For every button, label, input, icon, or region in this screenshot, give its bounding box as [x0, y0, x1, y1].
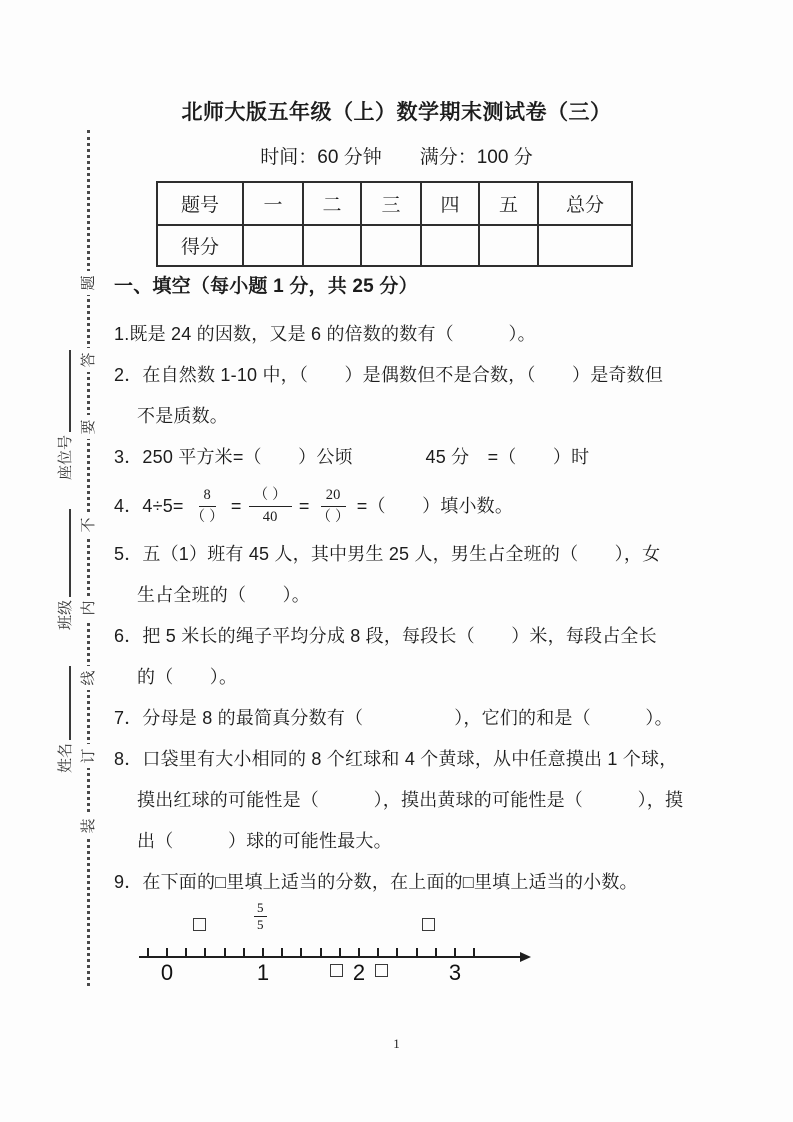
- question-3: [114, 437, 696, 478]
- binding-char: 不: [77, 513, 101, 537]
- class-blank: [57, 509, 71, 597]
- question-6: [114, 616, 696, 698]
- fraction: [191, 486, 224, 525]
- fraction-numerator: 20: [321, 486, 346, 506]
- number-line-axis: [139, 956, 521, 958]
- score-row-label: 得分: [157, 225, 243, 266]
- question-text: 2．在自然数 1-10 中，（ ）是偶数但不是合数，（ ）是奇数但: [114, 365, 664, 385]
- question-text: [114, 478, 696, 534]
- page-number: 1: [393, 1036, 400, 1051]
- numberline-tick: [300, 948, 302, 957]
- numberline-tick: [339, 948, 341, 957]
- binding-char: 题: [77, 271, 101, 295]
- fraction-denominator: （ ）: [316, 508, 350, 525]
- question-text: 5．五（1）班有 45 人，其中男生 25 人，男生占全班的（ ），女: [114, 544, 661, 564]
- numberline-tick: [262, 948, 264, 957]
- numberline-tick: [166, 948, 168, 957]
- fraction-numerator: （ ）: [249, 486, 292, 506]
- question-5: [114, 534, 696, 616]
- fraction-denominator: （ ）: [190, 508, 224, 525]
- question-text: 摸出红球的可能性是（ ），摸出黄球的可能性是（ ），摸: [137, 790, 684, 810]
- binding-char: 答: [77, 348, 101, 372]
- binding-char: 要: [77, 415, 101, 439]
- fill-box-below: [330, 964, 343, 977]
- numberline-tick: [473, 948, 475, 957]
- numberline-tick: [454, 948, 456, 957]
- numberline-fraction-numerator: 5: [254, 900, 267, 917]
- binding-char: 装: [77, 814, 101, 838]
- equals-sign: =: [230, 496, 242, 516]
- fraction-numerator: 8: [199, 486, 216, 506]
- question-text: 3．250 平方米=（ ）公顷 45 分 =（ ）时: [114, 447, 590, 467]
- exam-time-score-subtitle: 时间：60 分钟 满分：100 分: [260, 147, 533, 168]
- question-7: [114, 698, 696, 739]
- numberline-tick: [320, 948, 322, 957]
- question-4: [114, 478, 696, 534]
- question-text: 生占全班的（ ）。: [137, 585, 310, 605]
- score-cell-empty: [538, 225, 632, 266]
- number-line-arrowhead: [520, 952, 531, 962]
- fill-box-above: [422, 918, 435, 931]
- numberline-tick: [435, 948, 437, 957]
- binding-char: 订: [77, 744, 101, 768]
- fill-box-above: [193, 918, 206, 931]
- page-title: 北师大版五年级（上）数学期末测试卷（三）: [181, 101, 612, 124]
- numberline-tick: [358, 948, 360, 957]
- score-table-header-cell: 总分: [538, 182, 632, 225]
- question-text: 不是质数。: [137, 406, 228, 426]
- question-text: 出（ ）球的可能性最大。: [137, 831, 392, 851]
- q4-suffix: =（ ）填小数。: [356, 496, 514, 516]
- number-line: [139, 900, 569, 992]
- score-table-header-cell: 二: [303, 182, 361, 225]
- seat-number-blank: [57, 350, 71, 432]
- q4-prefix: 4．4÷5=: [114, 496, 184, 516]
- binding-char: 内: [77, 596, 101, 620]
- class-field: [53, 502, 75, 630]
- numberline-fraction: [254, 900, 267, 932]
- fraction: [317, 486, 350, 525]
- question-text: 8．口袋里有大小相同的 8 个红球和 4 个黄球，从中任意摸出 1 个球，: [114, 749, 678, 769]
- question-text: 6．把 5 米长的绳子平均分成 8 段，每段长（ ）米，每段占全长: [114, 626, 657, 646]
- score-table-header-row: [157, 182, 632, 225]
- score-table-header-cell: 五: [479, 182, 538, 225]
- score-cell-empty: [361, 225, 421, 266]
- score-cell-empty: [243, 225, 303, 266]
- equals-sign: =: [298, 496, 310, 516]
- question-text: 1.既是 24 的因数，又是 6 的倍数的数有（ ）。: [114, 324, 536, 344]
- score-cell-empty: [479, 225, 538, 266]
- question-8: [114, 739, 696, 862]
- name-label: 姓名: [56, 742, 74, 773]
- question-9: [114, 862, 696, 903]
- score-table-header-cell: 三: [361, 182, 421, 225]
- name-field: [53, 661, 75, 773]
- score-table-score-row: [157, 225, 632, 266]
- numberline-tick: [147, 948, 149, 957]
- score-table: [156, 181, 633, 267]
- class-label: 班级: [56, 599, 74, 630]
- fraction: [249, 486, 292, 525]
- numberline-tick: [416, 948, 418, 957]
- question-text: 7．分母是 8 的最简真分数有（ ），它们的和是（ ）。: [114, 708, 673, 728]
- numberline-fraction-denominator: 5: [257, 916, 264, 932]
- fill-box-below: [375, 964, 388, 977]
- score-cell-empty: [303, 225, 361, 266]
- numberline-axis-label: 1: [256, 960, 270, 985]
- name-blank: [57, 666, 71, 740]
- numberline-tick: [185, 948, 187, 957]
- numberline-axis-label: 3: [448, 960, 462, 985]
- numberline-tick: [396, 948, 398, 957]
- score-cell-empty: [421, 225, 479, 266]
- numberline-axis-label: 2: [352, 960, 366, 985]
- seat-number-field: [53, 340, 75, 480]
- question-2: [114, 355, 696, 437]
- score-table-header-cell: 四: [421, 182, 479, 225]
- binding-char: 线: [77, 666, 101, 690]
- numberline-axis-label: 0: [160, 960, 174, 985]
- fraction-denominator: 40: [262, 508, 278, 525]
- score-table-header-cell: 一: [243, 182, 303, 225]
- score-table-header-cell: 题号: [157, 182, 243, 225]
- numberline-tick: [204, 948, 206, 957]
- numberline-tick: [281, 948, 283, 957]
- numberline-tick: [377, 948, 379, 957]
- dotted-binding-line: [87, 130, 90, 986]
- question-text: 的（ ）。: [137, 667, 238, 687]
- seat-number-label: 座位号: [56, 434, 74, 480]
- numberline-tick: [224, 948, 226, 957]
- question-1: [114, 314, 696, 355]
- section-heading: 一、填空（每小题 1 分，共 25 分）: [114, 276, 418, 297]
- question-text: 9．在下面的□里填上适当的分数，在上面的□里填上适当的小数。: [114, 872, 638, 892]
- questions-section: [114, 272, 696, 903]
- numberline-tick: [243, 948, 245, 957]
